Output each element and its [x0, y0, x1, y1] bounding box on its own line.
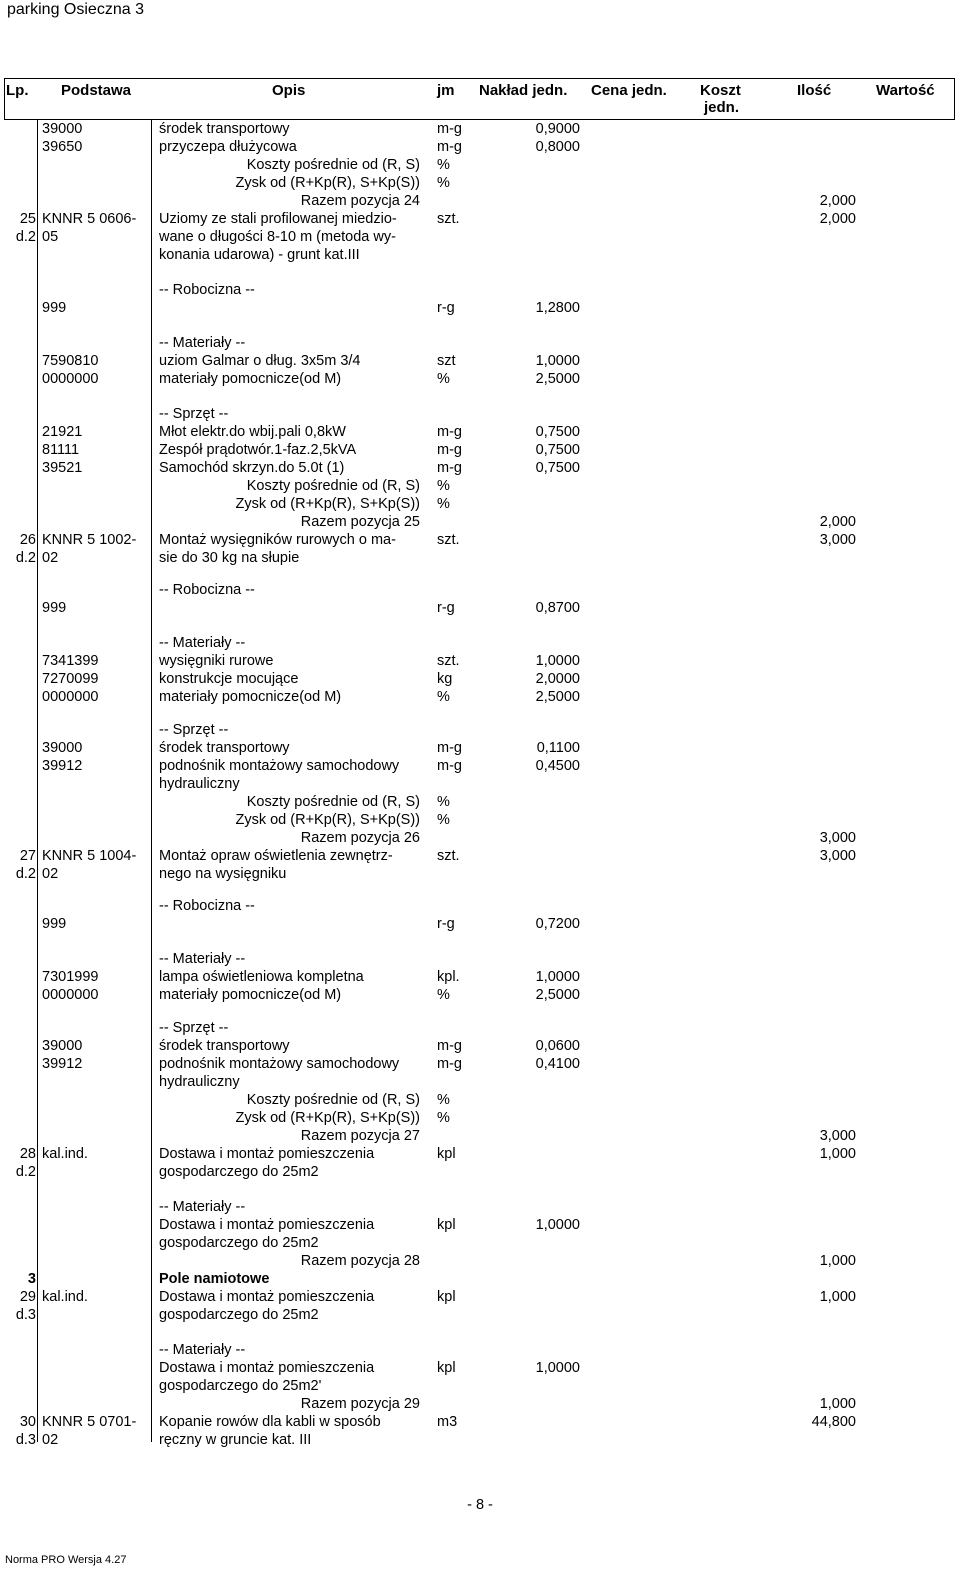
ilosc-cell: 3,000 [819, 1128, 856, 1144]
podstawa-cell: 39000 [42, 121, 83, 137]
opis-cell: -- Sprzęt -- [159, 406, 229, 422]
naklad-cell: 2,5000 [535, 689, 580, 705]
opis-cell: -- Robocizna -- [159, 282, 255, 298]
summary-label: Koszty pośrednie od (R, S) [246, 794, 420, 810]
lp-cell: 25 [19, 211, 36, 227]
unit-cell: r-g [437, 300, 455, 316]
opis-cell: -- Materiały -- [159, 1199, 246, 1215]
opis-cell: lampa oświetleniowa kompletna [159, 969, 364, 985]
opis-cell: -- Materiały -- [159, 951, 246, 967]
unit-cell: m-g [437, 121, 462, 137]
opis-cell: Dostawa i montaż pomieszczenia [159, 1217, 375, 1233]
naklad-cell: 0,7200 [535, 916, 580, 932]
naklad-cell: 0,8700 [535, 600, 580, 616]
header-jm: jm [437, 82, 455, 99]
unit-cell: m-g [437, 1038, 462, 1054]
lp-cell: 28 [19, 1146, 36, 1162]
podstawa-cell: 39912 [42, 1056, 83, 1072]
opis-cell: -- Materiały -- [159, 635, 246, 651]
lp-cell: 3 [27, 1271, 36, 1287]
opis-cell: uziom Galmar o dług. 3x5m 3/4 [159, 353, 361, 369]
naklad-cell: 0,4500 [535, 758, 580, 774]
podstawa-cell: kal.ind. [42, 1146, 88, 1162]
podstawa-cell: 999 [42, 300, 67, 316]
podstawa-cell: KNNR 5 0701- [42, 1414, 137, 1430]
opis-cell: gospodarczego do 25m2 [159, 1164, 319, 1180]
naklad-cell: 1,0000 [535, 653, 580, 669]
header-koszt-cont: jedn. [704, 99, 740, 116]
opis-cell: -- Materiały -- [159, 1342, 246, 1358]
podstawa-cell: 39000 [42, 740, 83, 756]
unit-cell: m-g [437, 424, 462, 440]
podstawa-cell: 81111 [42, 442, 80, 458]
ilosc-cell: 1,000 [819, 1253, 856, 1269]
opis-cell: hydrauliczny [159, 776, 240, 792]
unit-cell: m-g [437, 1056, 462, 1072]
unit-cell: m-g [437, 460, 462, 476]
unit-cell: szt. [437, 532, 460, 548]
unit-cell: % [437, 1110, 450, 1126]
opis-cell: -- Materiały -- [159, 335, 246, 351]
opis-cell: gospodarczego do 25m2' [159, 1378, 322, 1394]
ilosc-cell: 1,000 [819, 1289, 856, 1305]
podstawa-cell: 02 [42, 550, 59, 566]
podstawa-cell: 999 [42, 916, 67, 932]
podstawa-cell: 02 [42, 866, 59, 882]
podstawa-cell: 39521 [42, 460, 83, 476]
unit-cell: kpl [437, 1289, 456, 1305]
summary-label: Koszty pośrednie od (R, S) [246, 157, 420, 173]
podstawa-cell: 999 [42, 600, 67, 616]
lp-cell: 26 [19, 532, 36, 548]
ilosc-cell: 3,000 [819, 848, 856, 864]
podstawa-cell: 39912 [42, 758, 83, 774]
ilosc-cell: 1,000 [819, 1396, 856, 1412]
lp-cell: d.2 [15, 550, 36, 566]
unit-cell: kg [437, 671, 453, 687]
opis-cell: podnośnik montażowy samochodowy [159, 1056, 400, 1072]
opis-cell: materiały pomocnicze(od M) [159, 689, 342, 705]
unit-cell: % [437, 689, 450, 705]
summary-label: Koszty pośrednie od (R, S) [246, 478, 420, 494]
podstawa-cell: 05 [42, 229, 59, 245]
opis-cell: Dostawa i montaż pomieszczenia [159, 1146, 375, 1162]
opis-cell: Montaż opraw oświetlenia zewnętrz- [159, 848, 393, 864]
opis-cell: Dostawa i montaż pomieszczenia [159, 1360, 375, 1376]
lp-cell: d.3 [15, 1432, 36, 1448]
opis-cell: Młot elektr.do wbij.pali 0,8kW [159, 424, 346, 440]
unit-cell: kpl [437, 1360, 456, 1376]
naklad-cell: 0,7500 [535, 424, 580, 440]
podstawa-cell: KNNR 5 1004- [42, 848, 137, 864]
ilosc-cell: 44,800 [811, 1414, 856, 1430]
unit-cell: % [437, 1092, 450, 1108]
unit-cell: szt. [437, 848, 460, 864]
opis-cell: środek transportowy [159, 1038, 290, 1054]
page-title: parking Osieczna 3 [7, 1, 144, 18]
lp-cell: d.2 [15, 866, 36, 882]
header-wartosc: Wartość [876, 82, 935, 99]
lp-cell: 29 [19, 1289, 36, 1305]
summary-label: Razem pozycja 24 [300, 193, 420, 209]
naklad-cell: 0,1100 [536, 740, 580, 756]
summary-label: Razem pozycja 25 [300, 514, 420, 530]
naklad-cell: 1,0000 [535, 969, 580, 985]
summary-label: Zysk od (R+Kp(R), S+Kp(S)) [235, 812, 420, 828]
podstawa-cell: 0000000 [42, 371, 99, 387]
opis-cell: materiały pomocnicze(od M) [159, 371, 342, 387]
summary-label: Razem pozycja 26 [300, 830, 420, 846]
header-lp: Lp. [6, 82, 29, 99]
opis-cell: nego na wysięgniku [159, 866, 287, 882]
naklad-cell: 1,0000 [535, 1360, 580, 1376]
opis-cell: -- Robocizna -- [159, 582, 255, 598]
opis-cell: gospodarczego do 25m2 [159, 1235, 319, 1251]
summary-label: Razem pozycja 27 [300, 1128, 420, 1144]
opis-cell: wane o długości 8-10 m (metoda wy- [159, 229, 396, 245]
opis-cell: Kopanie rowów dla kabli w sposób [159, 1414, 381, 1430]
podstawa-cell: 7341399 [42, 653, 99, 669]
summary-label: Zysk od (R+Kp(R), S+Kp(S)) [235, 1110, 420, 1126]
unit-cell: kpl [437, 1217, 456, 1233]
unit-cell: % [437, 987, 450, 1003]
summary-label: Razem pozycja 29 [300, 1396, 420, 1412]
unit-cell: % [437, 157, 450, 173]
naklad-cell: 0,7500 [535, 442, 580, 458]
header-naklad: Nakład jedn. [479, 82, 568, 99]
ilosc-cell: 2,000 [819, 211, 856, 227]
unit-cell: % [437, 496, 450, 512]
lp-cell: d.2 [15, 229, 36, 245]
naklad-cell: 1,0000 [535, 353, 580, 369]
header-koszt: Koszt [700, 82, 741, 99]
opis-cell: konania udarowa) - grunt kat.III [159, 247, 360, 263]
unit-cell: % [437, 478, 450, 494]
naklad-cell: 0,9000 [535, 121, 580, 137]
unit-cell: szt [437, 353, 456, 369]
podstawa-cell: 39000 [42, 1038, 83, 1054]
unit-cell: m-g [437, 740, 462, 756]
naklad-cell: 2,0000 [535, 671, 580, 687]
ilosc-cell: 2,000 [819, 514, 856, 530]
opis-cell: -- Sprzęt -- [159, 1020, 229, 1036]
summary-label: Zysk od (R+Kp(R), S+Kp(S)) [235, 496, 420, 512]
summary-label: Zysk od (R+Kp(R), S+Kp(S)) [235, 175, 420, 191]
column-divider [151, 120, 152, 1442]
column-divider [37, 120, 38, 1442]
summary-label: Razem pozycja 28 [300, 1253, 420, 1269]
opis-cell: Uziomy ze stali profilowanej miedzio- [159, 211, 397, 227]
header-cena: Cena jedn. [591, 82, 667, 99]
podstawa-cell: 39650 [42, 139, 83, 155]
header-ilosc: Ilość [797, 82, 832, 99]
ilosc-cell: 3,000 [819, 830, 856, 846]
podstawa-cell: 7301999 [42, 969, 99, 985]
naklad-cell: 2,5000 [535, 371, 580, 387]
unit-cell: kpl. [437, 969, 460, 985]
opis-cell: -- Robocizna -- [159, 898, 255, 914]
opis-cell: wysięgniki rurowe [159, 653, 274, 669]
software-version: Norma PRO Wersja 4.27 [5, 1554, 127, 1566]
lp-cell: 27 [19, 848, 36, 864]
podstawa-cell: kal.ind. [42, 1289, 88, 1305]
podstawa-cell: 02 [42, 1432, 59, 1448]
unit-cell: m-g [437, 758, 462, 774]
summary-label: Koszty pośrednie od (R, S) [246, 1092, 420, 1108]
opis-cell: ręczny w gruncie kat. III [159, 1432, 312, 1448]
lp-cell: 30 [19, 1414, 36, 1430]
podstawa-cell: KNNR 5 0606- [42, 211, 137, 227]
unit-cell: r-g [437, 600, 455, 616]
opis-cell: Montaż wysięgników rurowych o ma- [159, 532, 396, 548]
table-right-border [954, 78, 955, 120]
naklad-cell: 1,0000 [535, 1217, 580, 1233]
header-opis: Opis [272, 82, 306, 99]
unit-cell: m-g [437, 442, 462, 458]
podstawa-cell: 0000000 [42, 987, 99, 1003]
opis-cell: przyczepa dłużycowa [159, 139, 297, 155]
naklad-cell: 0,4100 [535, 1056, 580, 1072]
opis-cell: hydrauliczny [159, 1074, 240, 1090]
table-top-border [4, 78, 954, 79]
table-left-border [4, 78, 5, 120]
opis-cell: środek transportowy [159, 121, 290, 137]
ilosc-cell: 3,000 [819, 532, 856, 548]
naklad-cell: 0,8000 [535, 139, 580, 155]
unit-cell: m-g [437, 139, 462, 155]
unit-cell: r-g [437, 916, 455, 932]
unit-cell: % [437, 812, 450, 828]
lp-cell: d.3 [15, 1307, 36, 1323]
opis-cell: konstrukcje mocujące [159, 671, 299, 687]
opis-cell: środek transportowy [159, 740, 290, 756]
unit-cell: szt. [437, 211, 460, 227]
page-number: - 8 - [467, 1497, 493, 1513]
ilosc-cell: 1,000 [819, 1146, 856, 1162]
opis-cell: Samochód skrzyn.do 5.0t (1) [159, 460, 345, 476]
unit-cell: m3 [437, 1414, 458, 1430]
naklad-cell: 0,0600 [535, 1038, 580, 1054]
opis-cell: -- Sprzęt -- [159, 722, 229, 738]
podstawa-cell: KNNR 5 1002- [42, 532, 137, 548]
opis-cell: Pole namiotowe [159, 1271, 270, 1287]
podstawa-cell: 21921 [42, 424, 83, 440]
opis-cell: Dostawa i montaż pomieszczenia [159, 1289, 375, 1305]
podstawa-cell: 0000000 [42, 689, 99, 705]
unit-cell: % [437, 175, 450, 191]
naklad-cell: 2,5000 [535, 987, 580, 1003]
unit-cell: % [437, 371, 450, 387]
podstawa-cell: 7270099 [42, 671, 99, 687]
opis-cell: gospodarczego do 25m2 [159, 1307, 319, 1323]
unit-cell: kpl [437, 1146, 456, 1162]
opis-cell: podnośnik montażowy samochodowy [159, 758, 400, 774]
lp-cell: d.2 [15, 1164, 36, 1180]
opis-cell: materiały pomocnicze(od M) [159, 987, 342, 1003]
opis-cell: sie do 30 kg na słupie [159, 550, 300, 566]
naklad-cell: 1,2800 [535, 300, 580, 316]
naklad-cell: 0,7500 [535, 460, 580, 476]
ilosc-cell: 2,000 [819, 193, 856, 209]
opis-cell: Zespół prądotwór.1-faz.2,5kVA [159, 442, 357, 458]
header-podstawa: Podstawa [61, 82, 132, 99]
podstawa-cell: 7590810 [42, 353, 99, 369]
unit-cell: szt. [437, 653, 460, 669]
unit-cell: % [437, 794, 450, 810]
